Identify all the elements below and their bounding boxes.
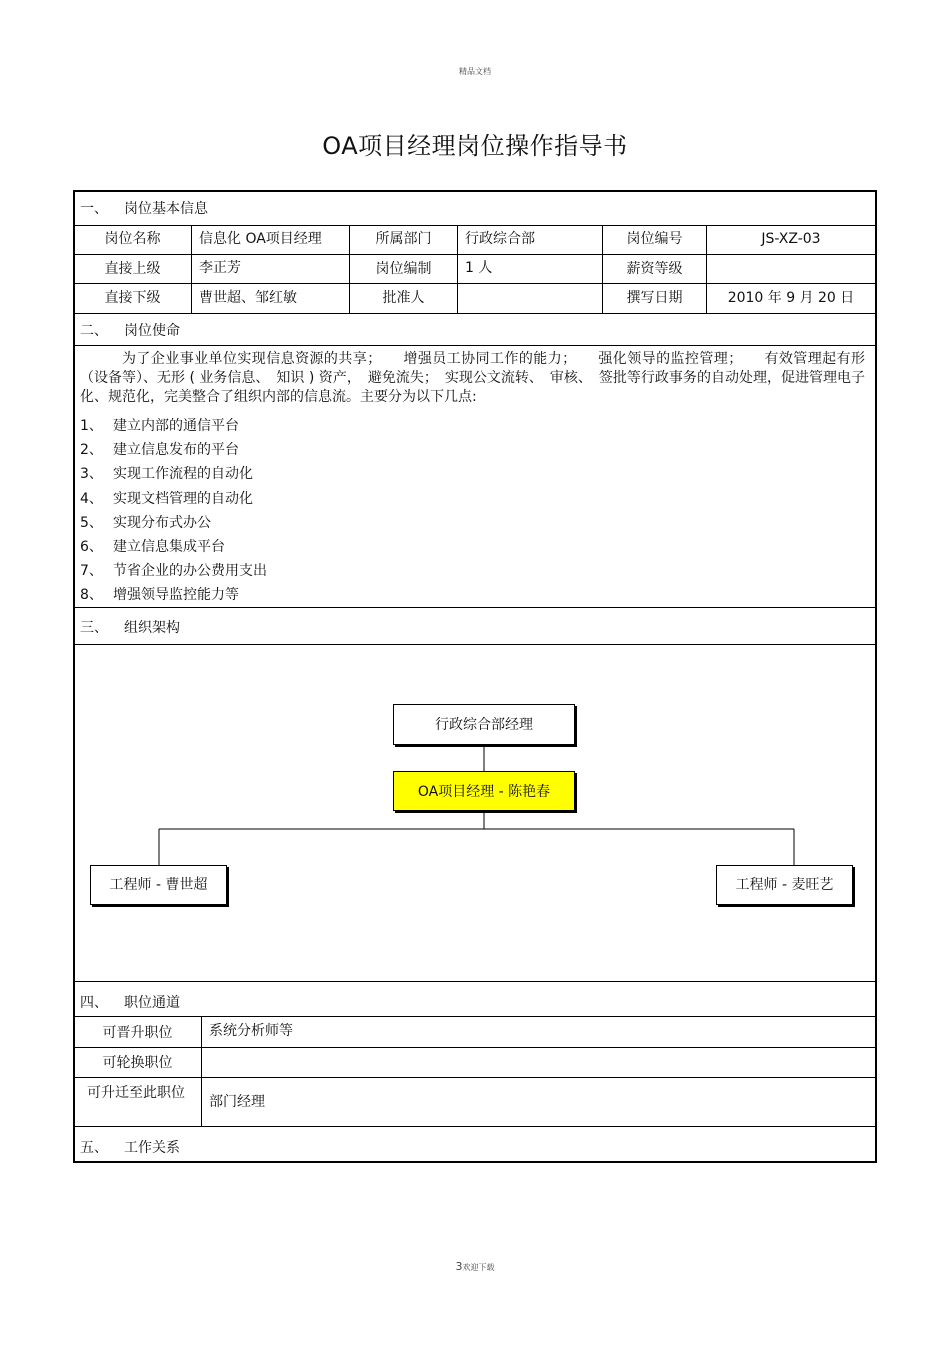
list-item: 7、 节省企业的办公费用支出: [80, 563, 267, 580]
org-node-engineer-left: 工程师 - 曹世超: [90, 865, 227, 905]
label-direct-subordinates: 直接下级: [104, 290, 161, 306]
org-node-department-manager: 行政综合部经理: [393, 704, 575, 745]
list-item: 8、 增强领导监控能力等: [80, 587, 239, 604]
page-number: 3: [455, 1260, 463, 1273]
value-headcount: 1 人: [465, 260, 493, 276]
section-heading-org-structure: 三、 组织架构: [80, 620, 180, 636]
list-item: 1、 建立内部的通信平台: [80, 418, 239, 434]
section-heading-work-relations: 五、 工作关系: [80, 1140, 180, 1156]
section-heading-career-path: 四、 职位通道: [80, 995, 180, 1011]
value-promotion: 系统分析师等: [209, 1023, 293, 1039]
label-date-written: 撰写日期: [626, 290, 683, 306]
label-promotion: 可晋升职位: [102, 1025, 173, 1041]
section-heading-mission: 二、 岗位使命: [80, 323, 180, 339]
section-heading-basic-info: 一、 岗位基本信息: [80, 201, 208, 217]
list-item: 4、 实现文档管理的自动化: [80, 490, 253, 507]
value-department: 行政综合部: [465, 231, 535, 247]
value-position-code: JS-XZ-03: [761, 231, 821, 247]
label-rotation: 可轮换职位: [102, 1055, 173, 1071]
org-node-oa-project-manager: OA项目经理 - 陈艳春: [393, 771, 575, 811]
label-position-code: 岗位编号: [626, 231, 683, 247]
value-direct-superior: 李正芳: [199, 260, 241, 276]
value-position-name: 信息化 OA项目经理: [199, 231, 322, 247]
value-date-written: 2010 年 9 月 20 日: [727, 290, 855, 306]
org-node-engineer-right: 工程师 - 麦旺艺: [716, 865, 853, 905]
label-department: 所属部门: [375, 231, 432, 247]
footer: [0, 1260, 950, 1273]
header-note: 精品文档: [459, 67, 491, 76]
list-item: 2、 建立信息发布的平台: [80, 442, 239, 459]
mission-intro: 为了企业事业单位实现信息资源的共享； 增强员工协同工作的能力； 强化领导的监控管理； 有效管理起有形（设备等）、无形 ( 业务信息、 知识 ) 资产， 避免流失； 实现公文流转、 审核、 签批等行政事务的自动处理，促进管理电子化、规范化，完美整合了组织内部的信息流。主要分为以下几点:: [80, 351, 865, 405]
list-item: 5、 实现分布式办公: [80, 514, 211, 531]
label-salary-grade: 薪资等级: [626, 261, 683, 277]
label-promote-to-this: 可升迁至此职位: [87, 1085, 185, 1101]
list-item: 6、 建立信息集成平台: [80, 539, 225, 556]
list-item: 3、 实现工作流程的自动化: [80, 466, 253, 483]
value-direct-subordinates: 曹世超、邹红敏: [199, 290, 297, 306]
label-headcount: 岗位编制: [375, 261, 432, 277]
value-promote-to-this: 部门经理: [209, 1094, 265, 1110]
label-position-name: 岗位名称: [104, 231, 161, 247]
page-title: OA项目经理岗位操作指导书: [322, 132, 628, 160]
label-direct-superior: 直接上级: [104, 261, 161, 277]
footer-text: 欢迎下载: [462, 1263, 495, 1272]
label-approver: 批准人: [382, 290, 425, 306]
